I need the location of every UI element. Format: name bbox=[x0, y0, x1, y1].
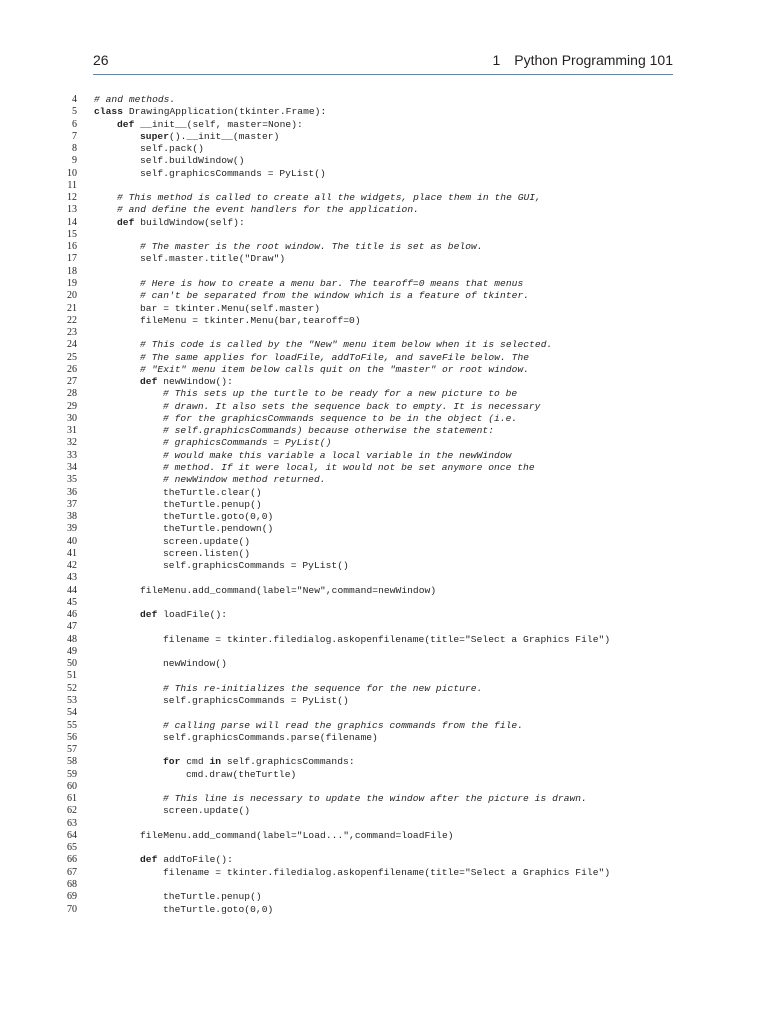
code-text-segment: # calling parse will read the graphics commands from the file. bbox=[163, 719, 524, 731]
code-keyword: def bbox=[140, 376, 158, 388]
code-line bbox=[0, 462, 768, 474]
code-comment bbox=[163, 413, 517, 425]
code-line bbox=[0, 229, 768, 241]
code-line bbox=[0, 437, 768, 449]
code-line bbox=[0, 266, 768, 278]
line-number: 67 bbox=[67, 866, 77, 878]
line-number: 9 bbox=[72, 155, 77, 167]
code-text-segment: # for the graphicsCommands sequence to be in the object (i.e. bbox=[163, 412, 518, 424]
code-line bbox=[0, 818, 768, 830]
line-number: 6 bbox=[72, 118, 77, 130]
line-number: 10 bbox=[67, 167, 77, 179]
code-text-segment: # self.graphicsCommands) because otherwise the statement: bbox=[163, 425, 495, 437]
line-number: 16 bbox=[67, 241, 77, 253]
code-text bbox=[186, 769, 296, 781]
line-number: 55 bbox=[67, 719, 77, 731]
line-number: 7 bbox=[72, 130, 77, 142]
line-number: 61 bbox=[67, 793, 77, 805]
code-line bbox=[0, 756, 768, 768]
code-text-segment: fileMenu.add_command(label="Load...",command=loadFile) bbox=[140, 829, 454, 841]
line-number: 47 bbox=[67, 621, 77, 633]
line-number: 15 bbox=[67, 228, 77, 240]
code-text-segment: self.graphicsCommands = PyList() bbox=[163, 560, 349, 572]
code-line bbox=[0, 585, 768, 597]
code-line bbox=[0, 879, 768, 891]
code-keyword: super bbox=[140, 130, 170, 142]
code-text-segment: # would make this variable a local variable in the newWindow bbox=[163, 449, 512, 461]
line-number: 68 bbox=[67, 879, 77, 890]
line-number: 40 bbox=[67, 535, 77, 547]
code-line bbox=[0, 670, 768, 682]
code-line bbox=[0, 867, 768, 879]
code-text-segment: theTurtle.penup() bbox=[163, 498, 262, 510]
line-number: 13 bbox=[67, 204, 77, 216]
code-comment bbox=[94, 94, 175, 106]
line-number: 27 bbox=[67, 376, 77, 388]
code-line bbox=[0, 793, 768, 805]
line-number: 36 bbox=[67, 486, 77, 498]
line-number: 25 bbox=[67, 351, 77, 363]
line-number: 44 bbox=[67, 584, 77, 596]
code-line bbox=[0, 192, 768, 204]
code-line bbox=[0, 560, 768, 572]
code-text-segment: loadFile(): bbox=[157, 609, 228, 621]
code-comment bbox=[140, 278, 523, 290]
code-line bbox=[0, 683, 768, 695]
line-number: 56 bbox=[67, 731, 77, 743]
code-comment bbox=[140, 290, 529, 302]
code-line bbox=[0, 253, 768, 265]
code-text bbox=[140, 303, 320, 315]
code-keyword: def bbox=[140, 609, 158, 621]
code-text bbox=[163, 634, 610, 646]
code-line bbox=[0, 327, 768, 339]
code-text-segment: cmd bbox=[180, 756, 210, 768]
line-number: 48 bbox=[67, 633, 77, 645]
code-line bbox=[0, 830, 768, 842]
code-line bbox=[0, 401, 768, 413]
code-line bbox=[0, 634, 768, 646]
line-number: 66 bbox=[67, 854, 77, 866]
code-text bbox=[140, 315, 361, 327]
code-line bbox=[0, 744, 768, 756]
line-number: 52 bbox=[67, 682, 77, 694]
code-line bbox=[0, 548, 768, 560]
code-text bbox=[163, 499, 262, 511]
code-text-segment: newWindow() bbox=[163, 658, 227, 670]
code-text-segment: # can't be separated from the window which is a feature of tkinter. bbox=[140, 290, 530, 302]
code-line bbox=[0, 180, 768, 192]
code-comment bbox=[140, 339, 552, 351]
line-number: 11 bbox=[67, 179, 77, 191]
code-text-segment: # graphicsCommands = PyList() bbox=[163, 437, 332, 449]
code-line bbox=[0, 511, 768, 523]
line-number: 37 bbox=[67, 498, 77, 510]
code-text bbox=[140, 376, 233, 388]
code-comment bbox=[163, 720, 523, 732]
line-number: 53 bbox=[67, 695, 77, 707]
line-number: 60 bbox=[67, 780, 77, 792]
line-number: 34 bbox=[67, 461, 77, 473]
code-text-segment: # The master is the root window. The title is set as below. bbox=[140, 241, 483, 253]
code-text bbox=[140, 253, 285, 265]
chapter-title: Python Programming 101 bbox=[514, 52, 673, 68]
code-comment bbox=[163, 425, 494, 437]
code-text bbox=[163, 548, 250, 560]
code-text-segment: __init__(self, master=None): bbox=[134, 118, 303, 130]
line-number: 30 bbox=[67, 412, 77, 424]
code-text bbox=[163, 732, 378, 744]
code-text bbox=[163, 487, 262, 499]
code-line bbox=[0, 805, 768, 817]
code-text bbox=[140, 131, 279, 143]
code-line bbox=[0, 241, 768, 253]
line-number: 49 bbox=[67, 645, 77, 657]
code-comment bbox=[163, 462, 535, 474]
code-text bbox=[163, 805, 250, 817]
code-line bbox=[0, 523, 768, 535]
code-line bbox=[0, 572, 768, 584]
code-text-segment: # This re-initializes the sequence for the new picture. bbox=[163, 682, 483, 694]
code-text-segment: theTurtle.pendown() bbox=[163, 523, 274, 535]
code-keyword: in bbox=[209, 756, 222, 768]
code-line bbox=[0, 278, 768, 290]
line-number: 57 bbox=[67, 744, 77, 756]
code-line bbox=[0, 854, 768, 866]
line-number: 46 bbox=[67, 609, 77, 621]
code-line bbox=[0, 707, 768, 719]
line-number: 14 bbox=[67, 216, 77, 228]
code-line bbox=[0, 143, 768, 155]
code-line bbox=[0, 842, 768, 854]
code-text-segment: ().__init__(master) bbox=[169, 130, 280, 142]
code-text-segment: self.graphicsCommands = PyList() bbox=[140, 167, 326, 179]
line-number: 65 bbox=[67, 842, 77, 854]
code-line bbox=[0, 781, 768, 793]
line-number: 33 bbox=[67, 449, 77, 461]
line-number: 69 bbox=[67, 891, 77, 903]
line-number: 5 bbox=[72, 106, 77, 118]
code-line bbox=[0, 499, 768, 511]
line-number: 31 bbox=[67, 425, 77, 437]
code-text-segment: theTurtle.penup() bbox=[163, 891, 262, 903]
line-number: 17 bbox=[67, 253, 77, 265]
code-text-segment: self.pack() bbox=[140, 143, 204, 155]
code-line bbox=[0, 646, 768, 658]
line-number: 35 bbox=[67, 474, 77, 486]
code-line bbox=[0, 474, 768, 486]
code-line bbox=[0, 720, 768, 732]
code-text bbox=[117, 217, 245, 229]
code-text-segment: # method. If it were local, it would not be set anymore once the bbox=[163, 461, 535, 473]
code-line bbox=[0, 131, 768, 143]
code-comment bbox=[163, 474, 326, 486]
line-number: 59 bbox=[67, 768, 77, 780]
code-keyword: def bbox=[117, 216, 135, 228]
page-number: 26 bbox=[93, 52, 109, 68]
code-text-segment: cmd.draw(theTurtle) bbox=[186, 768, 297, 780]
code-text-segment: self.graphicsCommands.parse(filename) bbox=[163, 731, 378, 743]
line-number: 41 bbox=[67, 547, 77, 559]
line-number: 62 bbox=[67, 805, 77, 817]
code-line bbox=[0, 450, 768, 462]
line-number: 23 bbox=[67, 327, 77, 339]
code-text bbox=[163, 658, 227, 670]
code-text-segment: self.buildWindow() bbox=[140, 155, 245, 167]
code-line bbox=[0, 388, 768, 400]
code-text bbox=[140, 854, 233, 866]
code-text-segment: self.graphicsCommands = PyList() bbox=[163, 695, 349, 707]
code-text bbox=[163, 560, 349, 572]
line-number: 22 bbox=[67, 314, 77, 326]
code-comment bbox=[140, 364, 529, 376]
code-keyword: class bbox=[94, 106, 124, 118]
code-line bbox=[0, 904, 768, 916]
code-comment bbox=[117, 204, 419, 216]
line-number: 39 bbox=[67, 523, 77, 535]
line-number: 12 bbox=[67, 192, 77, 204]
line-number: 38 bbox=[67, 511, 77, 523]
line-number: 43 bbox=[67, 572, 77, 584]
code-line bbox=[0, 339, 768, 351]
code-text-segment: screen.listen() bbox=[163, 547, 251, 559]
code-comment bbox=[163, 683, 482, 695]
code-text bbox=[163, 536, 250, 548]
line-number: 26 bbox=[67, 363, 77, 375]
code-text-segment: # This line is necessary to update the window after the picture is drawn. bbox=[163, 793, 587, 805]
code-text-segment: screen.update() bbox=[163, 805, 251, 817]
line-number: 18 bbox=[67, 265, 77, 277]
code-text-segment: filename = tkinter.filedialog.askopenfilename(title="Select a Graphics File") bbox=[163, 866, 611, 878]
code-line bbox=[0, 413, 768, 425]
code-text-segment: theTurtle.clear() bbox=[163, 486, 262, 498]
code-line bbox=[0, 891, 768, 903]
line-number: 29 bbox=[67, 400, 77, 412]
code-line bbox=[0, 658, 768, 670]
code-line bbox=[0, 204, 768, 216]
code-line bbox=[0, 106, 768, 118]
code-text-segment: # This sets up the turtle to be ready for a new picture to be bbox=[163, 388, 518, 400]
code-comment bbox=[163, 450, 511, 462]
code-text-segment: # This method is called to create all the widgets, place them in the GUI, bbox=[117, 192, 541, 204]
code-line bbox=[0, 155, 768, 167]
code-text bbox=[94, 106, 326, 118]
line-number: 64 bbox=[67, 829, 77, 841]
line-number: 63 bbox=[67, 817, 77, 829]
code-line bbox=[0, 376, 768, 388]
code-listing bbox=[0, 94, 768, 916]
code-text-segment: fileMenu.add_command(label="New",command=newWindow) bbox=[140, 584, 437, 596]
code-text-segment: # newWindow method returned. bbox=[163, 474, 326, 486]
code-text-segment: addToFile(): bbox=[157, 854, 233, 866]
code-text-segment: self.graphicsCommands: bbox=[221, 756, 355, 768]
code-text bbox=[163, 756, 355, 768]
code-comment bbox=[140, 241, 483, 253]
line-number: 8 bbox=[72, 143, 77, 155]
code-text-segment: # The same applies for loadFile, addToFile, and saveFile below. The bbox=[140, 351, 530, 363]
line-number: 58 bbox=[67, 756, 77, 768]
code-comment bbox=[163, 388, 517, 400]
line-number: 19 bbox=[67, 277, 77, 289]
line-number: 54 bbox=[67, 707, 77, 719]
code-text bbox=[163, 891, 262, 903]
code-line bbox=[0, 597, 768, 609]
code-keyword: def bbox=[140, 854, 158, 866]
code-line bbox=[0, 621, 768, 633]
code-comment bbox=[163, 437, 331, 449]
code-text bbox=[140, 168, 326, 180]
code-line bbox=[0, 732, 768, 744]
code-line bbox=[0, 217, 768, 229]
code-text bbox=[140, 585, 436, 597]
code-text-segment: filename = tkinter.filedialog.askopenfilename(title="Select a Graphics File") bbox=[163, 633, 611, 645]
code-line bbox=[0, 352, 768, 364]
code-line bbox=[0, 769, 768, 781]
code-line bbox=[0, 364, 768, 376]
code-text-segment: screen.update() bbox=[163, 535, 251, 547]
code-text-segment: newWindow(): bbox=[157, 376, 233, 388]
code-line bbox=[0, 425, 768, 437]
code-text-segment: buildWindow(self): bbox=[134, 216, 245, 228]
line-number: 42 bbox=[67, 560, 77, 572]
code-text bbox=[163, 867, 610, 879]
code-line bbox=[0, 168, 768, 180]
code-text-segment: # "Exit" menu item below calls quit on the "master" or root window. bbox=[140, 363, 530, 375]
code-comment bbox=[163, 401, 540, 413]
line-number: 21 bbox=[67, 302, 77, 314]
code-text bbox=[163, 523, 273, 535]
code-comment bbox=[140, 352, 529, 364]
code-keyword: def bbox=[117, 118, 135, 130]
code-text bbox=[163, 695, 349, 707]
code-text-segment: fileMenu = tkinter.Menu(bar,tearoff=0) bbox=[140, 314, 361, 326]
code-line bbox=[0, 695, 768, 707]
code-text-segment: # and methods. bbox=[94, 94, 176, 105]
code-line bbox=[0, 303, 768, 315]
code-text-segment: # drawn. It also sets the sequence back to empty. It is necessary bbox=[163, 400, 541, 412]
code-comment bbox=[163, 793, 587, 805]
line-number: 4 bbox=[72, 94, 77, 105]
code-text bbox=[140, 143, 204, 155]
line-number: 51 bbox=[67, 670, 77, 682]
code-line bbox=[0, 487, 768, 499]
code-line bbox=[0, 609, 768, 621]
code-text bbox=[140, 155, 245, 167]
code-line bbox=[0, 119, 768, 131]
code-text-segment: # Here is how to create a menu bar. The tearoff=0 means that menus bbox=[140, 277, 524, 289]
code-text bbox=[163, 511, 273, 523]
code-comment bbox=[117, 192, 541, 204]
code-text-segment: theTurtle.goto(0,0) bbox=[163, 903, 274, 915]
running-head bbox=[492, 52, 673, 68]
line-number: 20 bbox=[67, 290, 77, 302]
line-number: 50 bbox=[67, 658, 77, 670]
line-number: 28 bbox=[67, 388, 77, 400]
line-number: 45 bbox=[67, 596, 77, 608]
code-text bbox=[140, 609, 227, 621]
line-number: 24 bbox=[67, 339, 77, 351]
code-text-segment: DrawingApplication(tkinter.Frame): bbox=[123, 106, 327, 118]
code-text-segment: self.master.title("Draw") bbox=[140, 253, 286, 265]
code-text-segment: # This code is called by the "New" menu item below when it is selected. bbox=[140, 339, 553, 351]
code-line bbox=[0, 290, 768, 302]
code-text-segment: theTurtle.goto(0,0) bbox=[163, 511, 274, 523]
code-text-segment: bar = tkinter.Menu(self.master) bbox=[140, 302, 321, 314]
code-text bbox=[140, 830, 454, 842]
line-number: 70 bbox=[67, 903, 77, 915]
page-header bbox=[93, 50, 673, 75]
code-text bbox=[117, 119, 303, 131]
chapter-number: 1 bbox=[492, 52, 501, 68]
line-number: 32 bbox=[67, 437, 77, 449]
code-text-segment: # and define the event handlers for the application. bbox=[117, 204, 419, 216]
code-line bbox=[0, 315, 768, 327]
code-line bbox=[0, 94, 768, 106]
code-text bbox=[163, 904, 273, 916]
code-keyword: for bbox=[163, 756, 181, 768]
code-line bbox=[0, 536, 768, 548]
